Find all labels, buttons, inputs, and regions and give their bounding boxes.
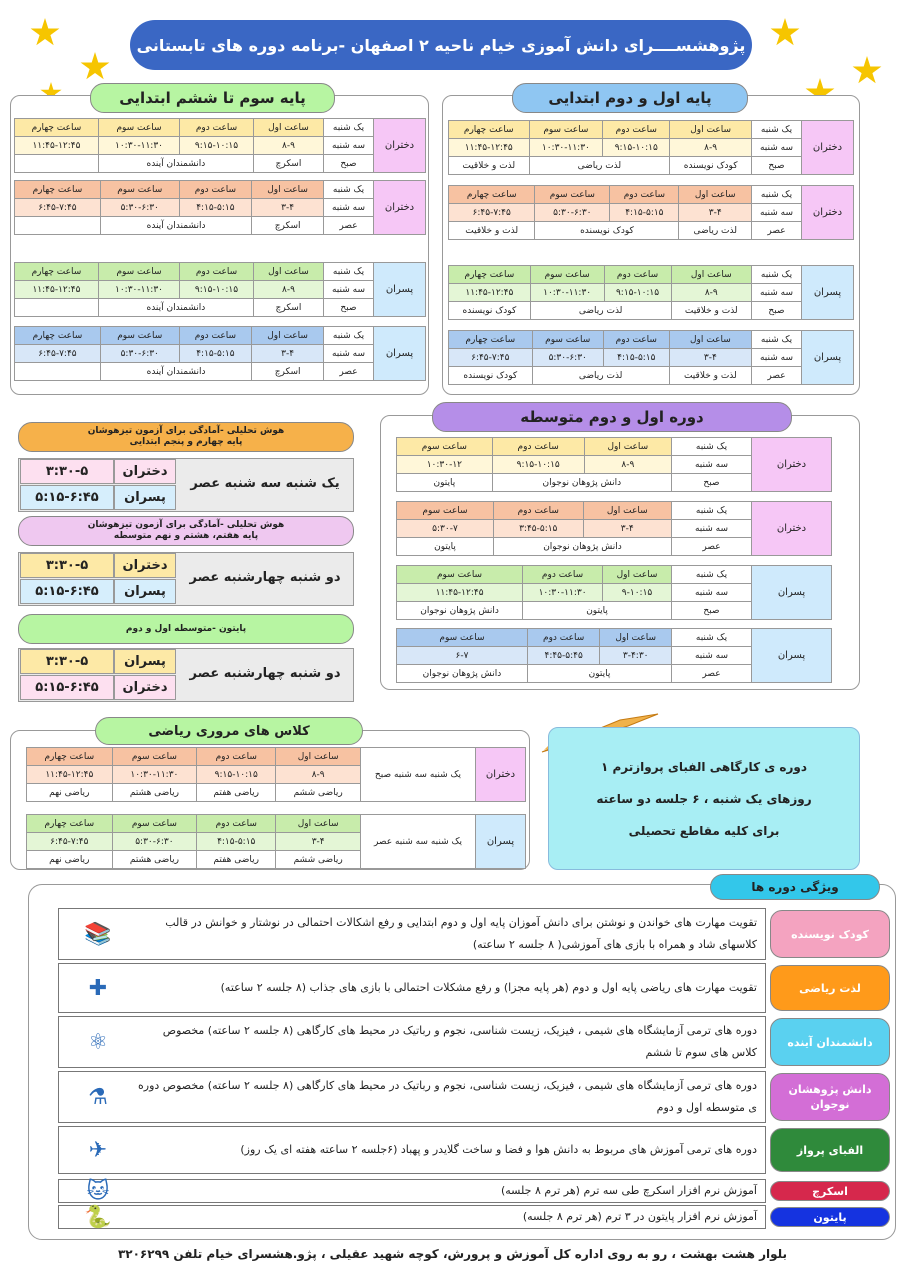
- hour-header: ساعت سوم: [397, 438, 493, 456]
- hour-header: ساعت سوم: [397, 502, 494, 520]
- feature-text: تقویت مهارت های خواندن و نوشتن برای دانش آموزان پایه اول و دوم ابتدایی و رفع اشکالات احتمالی در نوشتار و خوانش در قالب کلاسهای شاد و همراه با بازی های آموزشی( ۸ جلسه ۲ ساعته): [165, 916, 757, 951]
- hour-header: ساعت اول: [600, 629, 672, 647]
- schedule-table-grade1-2: [448, 330, 854, 385]
- hour-header: ساعت اول: [603, 566, 672, 584]
- hour-header: ساعت چهارم: [449, 121, 530, 139]
- feature-tag: اسکرچ: [770, 1181, 890, 1201]
- time-of-day: عصر: [672, 538, 752, 556]
- math-schedule-table: [26, 814, 526, 869]
- hour-header: ساعت دوم: [180, 119, 254, 137]
- group-label: پسران: [752, 566, 832, 620]
- time-cell: ۹:۱۵-۱۰:۱۵: [603, 139, 670, 157]
- hoosh-time: ۵:۱۵-۶:۴۵: [20, 675, 114, 700]
- time-of-day: صبح: [324, 299, 374, 317]
- hour-header: ساعت دوم: [179, 181, 252, 199]
- time-of-day: صبح: [752, 302, 802, 320]
- class-cell: اسکرچ: [252, 217, 324, 235]
- time-of-day: عصر: [672, 665, 752, 683]
- day-label: سه شنبه: [324, 137, 374, 155]
- hour-header: ساعت سوم: [112, 748, 197, 766]
- hour-header: ساعت دوم: [610, 186, 679, 204]
- hour-header: ساعت سوم: [535, 186, 610, 204]
- plane-icon: ✈: [88, 1137, 108, 1163]
- hour-header: ساعت دوم: [492, 438, 584, 456]
- class-cell: دانشمندان آینده: [98, 155, 253, 173]
- time-cell: ۳-۴: [669, 349, 751, 367]
- time-cell: ۱۰:۳۰-۱۱:۳۰: [530, 284, 604, 302]
- hour-header: ساعت چهارم: [15, 263, 99, 281]
- feature-tag: لذت ریاضی: [770, 965, 890, 1011]
- day-label: سه شنبه: [672, 520, 752, 538]
- schedule-table-middle-school: [396, 501, 832, 556]
- day-label: یک شنبه: [752, 186, 802, 204]
- group-label: دختران: [752, 438, 832, 492]
- day-label: یک شنبه: [672, 629, 752, 647]
- time-cell: ۱۰:۳۰-۱۱:۳۰: [98, 281, 179, 299]
- hour-header: ساعت چهارم: [449, 186, 535, 204]
- class-cell: دانش پژوهان نوجوان: [397, 665, 528, 683]
- class-cell: لذت ریاضی: [529, 157, 670, 175]
- python-icon: 🐍: [84, 1204, 112, 1230]
- math-schedule-table: [26, 747, 526, 802]
- hour-header: ساعت اول: [253, 263, 323, 281]
- class-cell: کودک نویسنده: [670, 157, 752, 175]
- class-cell: کودک نویسنده: [449, 367, 533, 385]
- footer-address: بلوار هشت بهشت ، رو به روی اداره کل آموزش و پرورش، کوچه شهید عقیلی ، پژو.هشسرای خیام تلفن ۳۲۰۶۲۹۹: [117, 1247, 788, 1261]
- day-label: یک شنبه: [672, 566, 752, 584]
- group-label: پسران: [752, 629, 832, 683]
- hour-header: ساعت دوم: [493, 502, 583, 520]
- class-cell: لذت و خلاقیت: [449, 222, 535, 240]
- time-cell: ۹:۱۵-۱۰:۱۵: [180, 281, 254, 299]
- hoosh-time: ۵:۱۵-۶:۴۵: [20, 579, 114, 604]
- day-label: سه شنبه: [324, 281, 374, 299]
- time-cell: ۳-۴:۳۰: [600, 647, 672, 665]
- flask-icon: ⚗: [88, 1084, 108, 1110]
- class-cell: ریاضی هشتم: [112, 784, 197, 802]
- star-decoration: [770, 18, 800, 48]
- hour-header: ساعت دوم: [197, 748, 276, 766]
- hour-header: ساعت اول: [670, 121, 752, 139]
- time-cell: ۳-۴: [252, 345, 324, 363]
- class-cell: دانش پژوهان نوجوان: [492, 474, 671, 492]
- hour-header: ساعت سوم: [529, 121, 603, 139]
- day-label: یک شنبه: [324, 119, 374, 137]
- time-cell: ۱۱:۴۵-۱۲:۴۵: [15, 281, 99, 299]
- time-of-day: صبح: [672, 474, 752, 492]
- hoosh-group: دختران: [114, 675, 176, 700]
- time-cell: ۵:۳۰-۶:۳۰: [532, 349, 603, 367]
- class-cell: ریاضی نهم: [27, 851, 113, 869]
- class-cell: پایتون: [397, 474, 493, 492]
- time-cell: ۱۱:۴۵-۱۲:۴۵: [27, 766, 113, 784]
- class-cell: اسکرچ: [253, 155, 323, 173]
- hour-header: ساعت اول: [583, 502, 672, 520]
- schedule-table-middle-school: [396, 565, 832, 620]
- hour-header: ساعت اول: [253, 119, 323, 137]
- hour-header: ساعت دوم: [603, 331, 669, 349]
- class-cell: لذت و خلاقیت: [449, 157, 530, 175]
- day-label: یک شنبه: [752, 331, 802, 349]
- group-label: دختران: [802, 121, 854, 175]
- section-title-grade1-2: پایه اول و دوم ابتدایی: [512, 83, 748, 113]
- time-of-day: صبح: [752, 157, 802, 175]
- class-cell: ریاضی ششم: [276, 851, 361, 869]
- class-cell: دانشمندان آینده: [100, 363, 251, 381]
- time-cell: ۸-۹: [253, 137, 323, 155]
- feature-tag: کودک نویسنده: [770, 910, 890, 958]
- hoosh-group: پسران: [114, 649, 176, 674]
- day-label: یک شنبه: [672, 502, 752, 520]
- hoosh-title: هوش تحلیلی -آمادگی برای آزمون تیزهوشان پایه چهارم و پنجم ابتدایی: [18, 422, 354, 452]
- hoosh-group: پسران: [114, 485, 176, 510]
- section-title-grade3-6: پایه سوم تا ششم ابتدایی: [90, 83, 335, 113]
- page-title: پژوهشســــرای دانش آموزی خیام ناحیه ۲ اصفهان -برنامه دوره های تابستانی: [130, 20, 752, 70]
- hour-header: ساعت سوم: [98, 119, 179, 137]
- time-cell: ۴:۱۵-۵:۱۵: [179, 199, 252, 217]
- books-icon: 📚: [84, 921, 112, 947]
- day-label: سه شنبه: [324, 345, 374, 363]
- time-of-day: صبح: [672, 602, 752, 620]
- day-label: سه شنبه: [672, 647, 752, 665]
- class-cell: دانشمندان آینده: [98, 299, 253, 317]
- time-cell: ۵:۳۰-۶:۳۰: [112, 833, 197, 851]
- day-label: سه شنبه: [752, 349, 802, 367]
- time-cell: ۶:۴۵-۷:۴۵: [449, 349, 533, 367]
- feature-tag: پایتون: [770, 1207, 890, 1227]
- time-of-day: عصر: [324, 363, 374, 381]
- feature-text: دوره های ترمی آزمایشگاه های شیمی ، فیزیک، زیست شناسی، نجوم و رباتیک در محیط های کارگاهی (۸ جلسه ۲ ساعته) مخصوص کلاس های سوم تا ششم: [162, 1024, 757, 1059]
- feature-row: [58, 908, 766, 960]
- time-of-day: عصر: [324, 217, 374, 235]
- time-cell: ۱۰:۳۰-۱۱:۳۰: [112, 766, 197, 784]
- time-of-day: عصر: [752, 367, 802, 385]
- class-cell: کودک نویسنده: [535, 222, 679, 240]
- schedule-table-grade1-2: [448, 120, 854, 175]
- time-cell: ۹-۱۰:۱۵: [603, 584, 672, 602]
- scratch-icon: 🐱: [86, 1178, 110, 1204]
- hour-header: ساعت سوم: [530, 266, 604, 284]
- flight-line-3: برای کلیه مقاطع تحصیلی: [628, 824, 780, 838]
- feature-tag: الفبای پرواز: [770, 1128, 890, 1172]
- time-cell: ۱۰:۳۰-۱۱:۳۰: [523, 584, 603, 602]
- day-label: سه شنبه: [752, 284, 802, 302]
- class-cell: اسکرچ: [253, 299, 323, 317]
- hour-header: ساعت چهارم: [449, 266, 531, 284]
- time-cell: ۸-۹: [671, 284, 751, 302]
- schedule-table-grade1-2: [448, 265, 854, 320]
- hoosh-title: پایتون -متوسطه اول و دوم: [18, 614, 354, 644]
- schedule-table-grade3-6: [14, 262, 426, 317]
- group-label: دختران: [374, 119, 426, 173]
- day-label: سه شنبه: [672, 456, 752, 474]
- schedule-table-grade3-6: [14, 118, 426, 173]
- day-label: سه شنبه: [672, 584, 752, 602]
- feature-row: [58, 1179, 766, 1203]
- class-cell: دانشمندان آینده: [100, 217, 251, 235]
- class-cell: ریاضی ششم: [276, 784, 361, 802]
- class-cell: کودک نویسنده: [449, 302, 531, 320]
- group-label: دختران: [802, 186, 854, 240]
- hour-header: ساعت دوم: [197, 815, 276, 833]
- hour-header: ساعت سوم: [532, 331, 603, 349]
- time-cell: ۸-۹: [253, 281, 323, 299]
- hour-header: ساعت سوم: [98, 263, 179, 281]
- time-cell: ۴:۴۵-۵:۴۵: [527, 647, 599, 665]
- hour-header: ساعت سوم: [100, 181, 179, 199]
- section-title-math-review: کلاس های مروری ریاضی: [95, 717, 363, 745]
- hour-header: ساعت دوم: [180, 263, 254, 281]
- feature-row: [58, 963, 766, 1013]
- class-cell: لذت ریاضی: [530, 302, 671, 320]
- day-label: سه شنبه: [752, 139, 802, 157]
- star-decoration: [30, 18, 60, 48]
- hoosh-group: پسران: [114, 579, 176, 604]
- hour-header: ساعت اول: [669, 331, 751, 349]
- feature-text: دوره های ترمی آموزش های مربوط به دانش هوا و فضا و ساخت گلایدر و پهباد (۶جلسه ۲ ساعته هفته ای یک روز): [240, 1143, 757, 1156]
- class-cell: لذت و خلاقیت: [671, 302, 751, 320]
- schedule-table-middle-school: [396, 628, 832, 683]
- class-cell: پایتون: [523, 602, 672, 620]
- flight-line-1: دوره ی کارگاهی الفبای پروازترم ۱: [600, 760, 808, 774]
- hour-header: ساعت اول: [671, 266, 751, 284]
- hour-header: ساعت دوم: [523, 566, 603, 584]
- feature-tag: دانش پژوهشان نوجوان: [770, 1073, 890, 1121]
- feature-text: دوره های ترمی آزمایشگاه های شیمی ، فیزیک، زیست شناسی، نجوم و رباتیک در محیط های کارگاهی (۸ جلسه ۲ ساعته) مخصوص دوره ی متوسطه اول و دوم: [138, 1079, 757, 1114]
- day-label: یک شنبه سه شنبه صبح: [361, 748, 476, 802]
- time-cell: ۶:۴۵-۷:۴۵: [27, 833, 113, 851]
- schedule-table-grade3-6: [14, 326, 426, 381]
- star-decoration: [80, 52, 110, 82]
- time-cell: ۴:۱۵-۵:۱۵: [603, 349, 669, 367]
- class-cell: لذت ریاضی: [532, 367, 669, 385]
- feature-row: [58, 1071, 766, 1123]
- feature-row: [58, 1016, 766, 1068]
- class-cell: اسکرچ: [252, 363, 324, 381]
- feature-row: [58, 1126, 766, 1174]
- feature-row: [58, 1205, 766, 1229]
- class-cell: ریاضی هفتم: [197, 784, 276, 802]
- feature-text: آموزش نرم افزار پایتون در ۳ ترم (هر ترم ۸ جلسه): [522, 1210, 757, 1223]
- math-icon: ✚: [88, 975, 108, 1001]
- hoosh-title: هوش تحلیلی -آمادگی برای آزمون تیزهوشان پایه هفتم، هشتم و نهم متوسطه: [18, 516, 354, 546]
- section-title-middle-school: دوره اول و دوم متوسطه: [432, 402, 792, 432]
- class-cell: دانش پژوهان نوجوان: [493, 538, 671, 556]
- time-cell: ۶:۴۵-۷:۴۵: [449, 204, 535, 222]
- group-label: پسران: [802, 266, 854, 320]
- hour-header: ساعت سوم: [100, 327, 179, 345]
- day-label: یک شنبه: [752, 266, 802, 284]
- time-cell: ۹:۱۵-۱۰:۱۵: [604, 284, 671, 302]
- time-cell: ۸-۹: [276, 766, 361, 784]
- hour-header: ساعت چهارم: [15, 181, 101, 199]
- hour-header: ساعت چهارم: [27, 748, 113, 766]
- group-label: پسران: [476, 815, 526, 869]
- time-cell: ۵:۳۰-۶:۳۰: [100, 199, 179, 217]
- time-cell: ۵:۳۰-۶:۳۰: [535, 204, 610, 222]
- time-cell: ۱۰:۳۰-۱۲: [397, 456, 493, 474]
- day-label: یک شنبه: [324, 181, 374, 199]
- time-cell: ۵:۳۰-۷: [397, 520, 494, 538]
- time-cell: ۴:۱۵-۵:۱۵: [197, 833, 276, 851]
- empty-cell: [15, 155, 99, 173]
- group-label: پسران: [802, 331, 854, 385]
- hour-header: ساعت دوم: [179, 327, 252, 345]
- day-label: سه شنبه: [752, 204, 802, 222]
- time-cell: ۶:۴۵-۷:۴۵: [15, 199, 101, 217]
- time-cell: ۹:۱۵-۱۰:۱۵: [180, 137, 254, 155]
- hour-header: ساعت دوم: [604, 266, 671, 284]
- class-cell: لذت ریاضی: [679, 222, 752, 240]
- time-cell: ۸-۹: [584, 456, 671, 474]
- schedule-table-middle-school: [396, 437, 832, 492]
- time-cell: ۴:۱۵-۵:۱۵: [610, 204, 679, 222]
- class-cell: ریاضی نهم: [27, 784, 113, 802]
- hoosh-time: ۳:۳۰-۵: [20, 553, 114, 578]
- hoosh-time: ۳:۳۰-۵: [20, 459, 114, 484]
- class-cell: ریاضی هفتم: [197, 851, 276, 869]
- hoosh-days: دو شنبه چهارشنبه عصر: [189, 570, 341, 585]
- time-cell: ۱۰:۳۰-۱۱:۳۰: [98, 137, 179, 155]
- hour-header: ساعت اول: [252, 327, 324, 345]
- time-cell: ۴:۱۵-۵:۱۵: [179, 345, 252, 363]
- time-cell: ۱۱:۴۵-۱۲:۴۵: [449, 139, 530, 157]
- hour-header: ساعت دوم: [527, 629, 599, 647]
- schedule-table-grade1-2: [448, 185, 854, 240]
- hour-header: ساعت دوم: [603, 121, 670, 139]
- hour-header: ساعت اول: [276, 748, 361, 766]
- hoosh-days: دو شنبه چهارشنبه عصر: [189, 666, 341, 681]
- time-cell: ۱۱:۴۵-۱۲:۴۵: [397, 584, 523, 602]
- hoosh-group: دختران: [114, 553, 176, 578]
- class-cell: ریاضی هشتم: [112, 851, 197, 869]
- time-cell: ۱۱:۴۵-۱۲:۴۵: [449, 284, 531, 302]
- day-label: یک شنبه: [672, 438, 752, 456]
- class-cell: دانش پژوهان نوجوان: [397, 602, 523, 620]
- feature-text: تقویت مهارت های ریاضی پایه اول و دوم (هر پایه مجزا) و رفع مشکلات احتمالی با بازی های جذاب (۸ جلسه ۲ ساعته): [220, 981, 757, 994]
- group-label: دختران: [476, 748, 526, 802]
- group-label: پسران: [374, 327, 426, 381]
- empty-cell: [15, 299, 99, 317]
- time-cell: ۹:۱۵-۱۰:۱۵: [197, 766, 276, 784]
- hour-header: ساعت چهارم: [15, 327, 101, 345]
- hour-header: ساعت سوم: [397, 566, 523, 584]
- time-cell: ۳:۴۵-۵:۱۵: [493, 520, 583, 538]
- hour-header: ساعت چهارم: [449, 331, 533, 349]
- class-cell: لذت و خلاقیت: [669, 367, 751, 385]
- time-cell: ۱۱:۴۵-۱۲:۴۵: [15, 137, 99, 155]
- features-title: ویژگی دوره ها: [710, 874, 880, 900]
- time-cell: ۶:۴۵-۷:۴۵: [15, 345, 101, 363]
- day-label: یک شنبه سه شنبه عصر: [361, 815, 476, 869]
- time-cell: ۳-۴: [679, 204, 752, 222]
- group-label: پسران: [374, 263, 426, 317]
- day-label: یک شنبه: [324, 263, 374, 281]
- time-of-day: عصر: [752, 222, 802, 240]
- time-cell: ۵:۳۰-۶:۳۰: [100, 345, 179, 363]
- hour-header: ساعت سوم: [397, 629, 528, 647]
- hoosh-group: دختران: [114, 459, 176, 484]
- class-cell: پایتون: [527, 665, 671, 683]
- time-cell: ۶-۷: [397, 647, 528, 665]
- hoosh-days: یک شنبه سه شنبه عصر: [190, 476, 340, 491]
- time-of-day: صبح: [324, 155, 374, 173]
- time-cell: ۱۰:۳۰-۱۱:۳۰: [529, 139, 603, 157]
- feature-text: آموزش نرم افزار اسکرچ طی سه ترم (هر ترم ۸ جلسه): [500, 1184, 757, 1197]
- hour-header: ساعت چهارم: [27, 815, 113, 833]
- schedule-table-grade3-6: [14, 180, 426, 235]
- group-label: دختران: [374, 181, 426, 235]
- hour-header: ساعت اول: [252, 181, 324, 199]
- hour-header: ساعت اول: [276, 815, 361, 833]
- time-cell: ۳-۴: [583, 520, 672, 538]
- class-cell: پایتون: [397, 538, 494, 556]
- hour-header: ساعت اول: [679, 186, 752, 204]
- time-cell: ۹:۱۵-۱۰:۱۵: [492, 456, 584, 474]
- empty-cell: [15, 363, 101, 381]
- star-decoration: [852, 56, 882, 86]
- empty-cell: [15, 217, 101, 235]
- day-label: یک شنبه: [752, 121, 802, 139]
- time-cell: ۸-۹: [670, 139, 752, 157]
- flight-line-2: روزهای یک شنبه ، ۶ جلسه دو ساعته: [596, 792, 812, 806]
- hoosh-time: ۵:۱۵-۶:۴۵: [20, 485, 114, 510]
- time-cell: ۳-۴: [276, 833, 361, 851]
- day-label: یک شنبه: [324, 327, 374, 345]
- hour-header: ساعت سوم: [112, 815, 197, 833]
- group-label: دختران: [752, 502, 832, 556]
- hoosh-time: ۳:۳۰-۵: [20, 649, 114, 674]
- time-cell: ۳-۴: [252, 199, 324, 217]
- day-label: سه شنبه: [324, 199, 374, 217]
- feature-tag: دانشمندان آینده: [770, 1018, 890, 1066]
- hour-header: ساعت چهارم: [15, 119, 99, 137]
- hour-header: ساعت اول: [584, 438, 671, 456]
- atom-icon: ⚛: [88, 1029, 108, 1055]
